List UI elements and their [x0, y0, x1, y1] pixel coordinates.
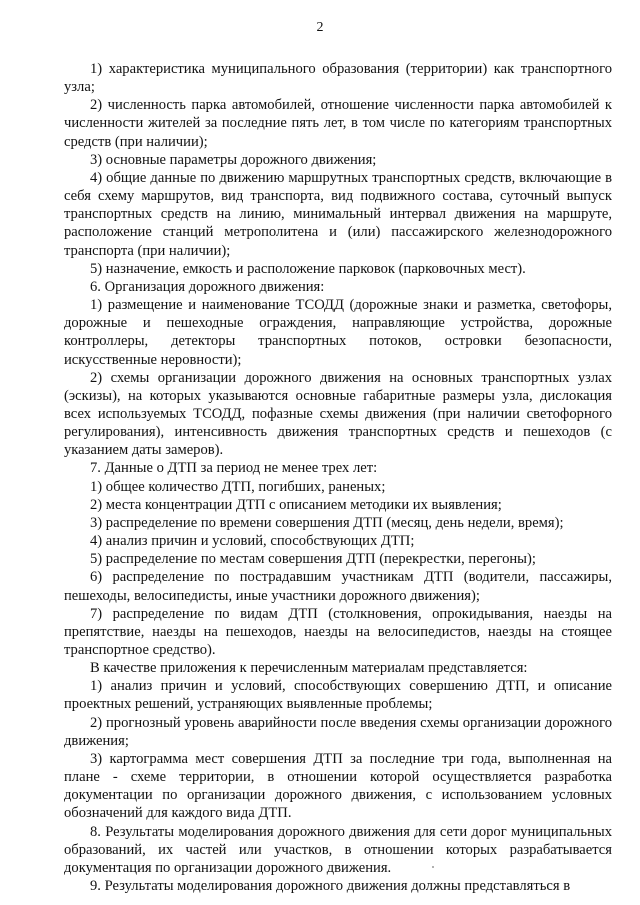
paragraph: 1) общее количество ДТП, погибших, раненых; — [90, 478, 386, 495]
document-body — [64, 60, 612, 895]
paragraph: 1) анализ причин и условий, способствующих совершению ДТП, и описание проектных решений, устраняющих выявленные проблемы; — [64, 678, 612, 713]
paragraph: 1) характеристика муниципального образования (территории) как транспортного узла; — [64, 61, 612, 96]
paragraph: В качестве приложения к перечисленным материалам представляется: — [90, 660, 528, 677]
paragraph: 5) назначение, емкость и расположение парковок (парковочных мест). — [90, 260, 526, 277]
section-heading: 8. Результаты моделирования дорожного движения для сети дорог муниципальных образований, их частей или участков, в отношении которых разрабатывается документация по организации дорожного движения. — [64, 823, 612, 876]
paragraph: 7) распределение по видам ДТП (столкновения, опрокидывания, наезды на препятствие, наезды на пешеходов, наезды на велосипедистов, наезды на стоящее транспортное средство). — [64, 605, 612, 658]
paragraph: 3) распределение по времени совершения ДТП (месяц, день недели, время); — [90, 514, 564, 531]
paragraph: 4) анализ причин и условий, способствующих ДТП; — [90, 533, 415, 550]
paragraph: 5) распределение по местам совершения ДТП (перекрестки, перегоны); — [90, 551, 536, 568]
paragraph: 6) распределение по пострадавшим участникам ДТП (водители, пассажиры, пешеходы, велосипедисты, иные участники дорожного движения); — [64, 569, 612, 604]
paragraph: 2) схемы организации дорожного движения на основных транспортных узлах (эскизы), на которых указываются основные габаритные размеры узла, дислокация всех используемых ТСОДД, пофазные схемы движения (при наличии светофорного регулирования), интенсивность движения транспортных средств и пешеходов (с указанием даты замеров). — [64, 369, 612, 459]
paragraph: 3) основные параметры дорожного движения; — [90, 151, 377, 168]
paragraph: 1) размещение и наименование ТСОДД (дорожные знаки и разметка, светофоры, дорожные и пешеходные ограждения, направляющие устройства, дорожные контроллеры, детекторы транспортных потоков, островки безопасности, искусственные неровности); — [64, 297, 612, 368]
scan-dot — [432, 866, 434, 868]
paragraph: 4) общие данные по движению маршрутных транспортных средств, включающие в себя схему маршрутов, вид транспорта, вид подвижного состава, суточный выпуск транспортных средств на линию, минимальный интервал движения на маршруте, расположение станций метрополитена и (или) пассажирского железнодорожного транспорта (при наличии); — [64, 169, 612, 259]
paragraph: 2) места концентрации ДТП с описанием методики их выявления; — [90, 496, 502, 513]
paragraph: 2) численность парка автомобилей, отношение численности парка автомобилей к численности жителей за последние пять лет, в том числе по категориям транспортных средств (при наличии); — [64, 97, 612, 150]
section-heading: 9. Результаты моделирования дорожного движения должны представляться в — [90, 878, 571, 895]
section-heading: 7. Данные о ДТП за период не менее трех лет: — [90, 460, 378, 477]
paragraph: 3) картограмма мест совершения ДТП за последние три года, выполненная на плане - схеме территории, в отношении которой осуществляется разработка документации по организации дорожного движения, с использованием условных обозначений для каждого вида ДТП. — [64, 750, 612, 822]
section-heading: 6. Организация дорожного движения: — [90, 278, 325, 295]
page-number: 2 — [316, 20, 324, 35]
paragraph: 2) прогнозный уровень аварийности после введения схемы организации дорожного движения; — [64, 714, 612, 749]
